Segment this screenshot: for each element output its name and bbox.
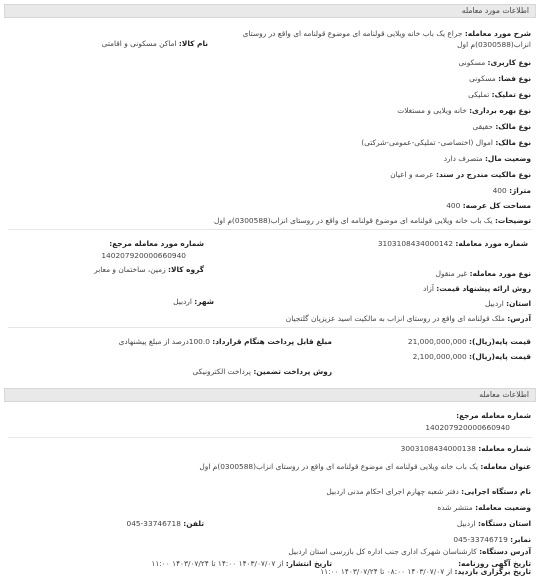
value-property-name: اماکن مسکونی و اقامتی — [101, 39, 177, 48]
value-org-province: اردبیل — [456, 519, 476, 528]
row-deal-state — [437, 502, 531, 513]
value-owner-category: اموال (اختصاصی- تملیکی-عمومی-شرکتی) — [361, 138, 493, 147]
label-deal-ref-number: شماره معامله مرجع: — [456, 411, 531, 420]
value-visit-date: از ۱۴۰۳/۰۷/۰۷ ۰۸:۰۰ تا ۱۴۰۳/۰۷/۲۴ ۱۱:۰۰ — [320, 567, 453, 576]
row-offer-method — [423, 283, 531, 294]
value-space: مسکونی — [469, 74, 496, 83]
row-deed — [390, 169, 531, 180]
label-city: شهر: — [194, 297, 214, 306]
value-phone: 33746718-045 — [126, 519, 181, 528]
label-offer-method: روش ارائه پیشنهاد قیمت: — [436, 284, 531, 293]
value-base-price: 21,000,000,000 — [407, 337, 467, 346]
row-visit-date — [320, 566, 531, 576]
label-fax: نمابر: — [510, 535, 531, 544]
row-item-number — [378, 238, 528, 249]
label-base-price: قیمت پایه(ریال): — [469, 337, 531, 346]
label-phone: تلفن: — [183, 519, 204, 528]
label-deal-state: وضعیت معامله: — [475, 503, 531, 512]
section-header-deal-info: اطلاعات معامله — [4, 388, 536, 402]
value-guarantee: پرداخت الکترونیکی — [192, 367, 251, 376]
row-item-description — [191, 28, 531, 50]
label-deal-type: نوع مورد معامله: — [469, 269, 531, 278]
value-status: متصرف دارد — [443, 154, 483, 163]
value-deal-number: 3003108434000138 — [400, 444, 476, 453]
value-fax: 33746719-045 — [453, 535, 508, 544]
row-org-address — [288, 546, 531, 557]
value-province: اردبیل — [484, 299, 504, 308]
label-deed: نوع مالکیت مندرج در سند: — [435, 170, 531, 179]
value-group: زمین، ساختمان و معابر — [94, 265, 166, 274]
label-deal-number: شماره معامله: — [478, 444, 531, 453]
row-address — [286, 313, 531, 324]
row-publish-date — [151, 558, 332, 569]
section-header-item-info: اطلاعات مورد معامله — [4, 4, 536, 18]
row-province — [485, 298, 531, 309]
value-usage: مسکونی — [458, 58, 486, 67]
value-publish-date: از ۱۴۰۳/۰۷/۰۷ ۱۴:۰۰ تا ۱۴۰۳/۰۷/۲۴ ۱۱:۰۰ — [151, 559, 284, 568]
row-total-area — [446, 200, 531, 211]
value-deal-subject: یک باب خانه ویلایی قولنامه ای موضوع قولنامه ای واقع در روستای انزاب(0300588)م اول — [199, 462, 478, 471]
row-phone — [127, 518, 204, 529]
row-base-price — [408, 336, 531, 347]
row-explanations — [214, 215, 531, 226]
row-group — [94, 264, 204, 275]
label-deposit: قیمت پایه(ریال): — [469, 352, 531, 361]
label-ad-date: تاریخ آگهی روزنامه: — [458, 559, 531, 568]
label-owner-type: نوع مالک: — [495, 122, 531, 131]
value-deal-state: منتشر شده — [437, 503, 473, 512]
label-description: شرح مورد معامله: — [464, 29, 531, 38]
value-item-ref-number: 140207920000660940 — [101, 251, 186, 260]
label-group: گروه کالا: — [168, 265, 204, 274]
row-owner-category — [361, 137, 531, 148]
value-explanations: یک باب خانه ویلایی قولنامه ای موضوع قولنامه ای واقع در روستای انزاب(0300588)م اول — [214, 216, 493, 225]
value-meterage: 400 — [492, 186, 507, 195]
label-deal-subject: عنوان معامله: — [480, 462, 531, 471]
label-status: وضعیت مال: — [484, 154, 531, 163]
row-deal-subject — [191, 461, 531, 472]
value-deal-type: غیر منقول — [435, 269, 468, 278]
label-address: آدرس: — [507, 314, 531, 323]
label-org-address: آدرس دستگاه: — [479, 547, 531, 556]
value-org: دفتر شعبه چهارم اجرای احکام مدنی اردبیل — [326, 487, 459, 496]
label-total-area: مساحت کل عرصه: — [462, 201, 531, 210]
label-space: نوع فضا: — [498, 74, 531, 83]
row-org — [326, 486, 531, 497]
label-property-name: نام کالا: — [178, 39, 208, 48]
row-contract-payment — [119, 336, 332, 347]
row-deal-number — [401, 443, 531, 454]
label-exploitation: نوع بهره برداری: — [469, 106, 531, 115]
row-org-province — [457, 518, 531, 529]
row-city — [173, 296, 214, 307]
row-usage — [459, 57, 532, 68]
row-status — [444, 153, 531, 164]
label-guarantee: روش پرداخت تضمین: — [253, 367, 332, 376]
value-city: اردبیل — [173, 297, 192, 306]
value-contract-payment: 100.0درصد از مبلغ پیشنهادی — [118, 337, 210, 346]
label-usage: نوع کاربری: — [487, 58, 531, 67]
row-deal-ref-number — [456, 410, 531, 421]
label-publish-date: تاریخ انتشار: — [285, 559, 332, 568]
label-contract-payment: مبلغ قابل پرداخت هنگام قرارداد: — [212, 337, 332, 346]
value-org-address: کارشناسان شهرک اداری جنب اداره کل بازرسی استان اردبیل — [288, 547, 477, 556]
value-address: ملک قولنامه ای واقع در روستای انزاب به مالکیت اسید عزیزیان گلتجیان — [285, 314, 505, 323]
divider — [8, 327, 532, 328]
row-ownership — [468, 89, 531, 100]
row-meterage — [493, 185, 531, 196]
row-item-ref-number — [109, 238, 204, 249]
value-deposit: 2,100,000,000 — [412, 352, 467, 361]
label-meterage: متراژ: — [509, 186, 531, 195]
row-space — [469, 73, 531, 84]
row-property-name — [102, 38, 208, 49]
row-deal-ref-number-value — [425, 422, 510, 433]
value-total-area: 400 — [446, 201, 461, 210]
row-owner-type — [473, 121, 531, 132]
value-ownership: تملیکی — [468, 90, 490, 99]
row-exploitation — [397, 105, 531, 116]
label-org: نام دستگاه اجرایی: — [461, 487, 531, 496]
divider — [8, 229, 532, 230]
row-fax — [453, 534, 531, 545]
value-owner-type: حقیقی — [472, 122, 493, 131]
row-deal-type — [436, 268, 531, 279]
label-item-number: شماره مورد معامله: — [455, 239, 528, 248]
label-org-province: استان دستگاه: — [478, 519, 531, 528]
label-explanations: توضیحات: — [494, 216, 531, 225]
label-visit-date: تاریخ برگزاری بازدید: — [454, 567, 531, 576]
row-deposit — [413, 351, 531, 362]
value-deal-ref-number: 140207920000660940 — [425, 423, 510, 432]
row-item-ref-number-value — [101, 250, 186, 261]
label-ownership: نوع تملیک: — [491, 90, 531, 99]
value-offer-method: آزاد — [422, 284, 434, 293]
value-deed: عرصه و اعیان — [390, 170, 434, 179]
value-item-number: 3103108434000142 — [377, 239, 454, 248]
label-item-ref-number: شماره مورد معامله مرجع: — [109, 239, 204, 248]
value-description: جراع یک باب خانه ویلایی قولنامه ای موضوع قولنامه ای واقع در روستای انزاب(0300588)م اول — [242, 29, 531, 49]
label-province: استان: — [506, 299, 531, 308]
label-owner-category: نوع مالک: — [495, 138, 531, 147]
row-guarantee — [193, 366, 333, 377]
divider — [8, 437, 532, 438]
value-exploitation: خانه ویلایی و مستغلات — [397, 106, 467, 115]
